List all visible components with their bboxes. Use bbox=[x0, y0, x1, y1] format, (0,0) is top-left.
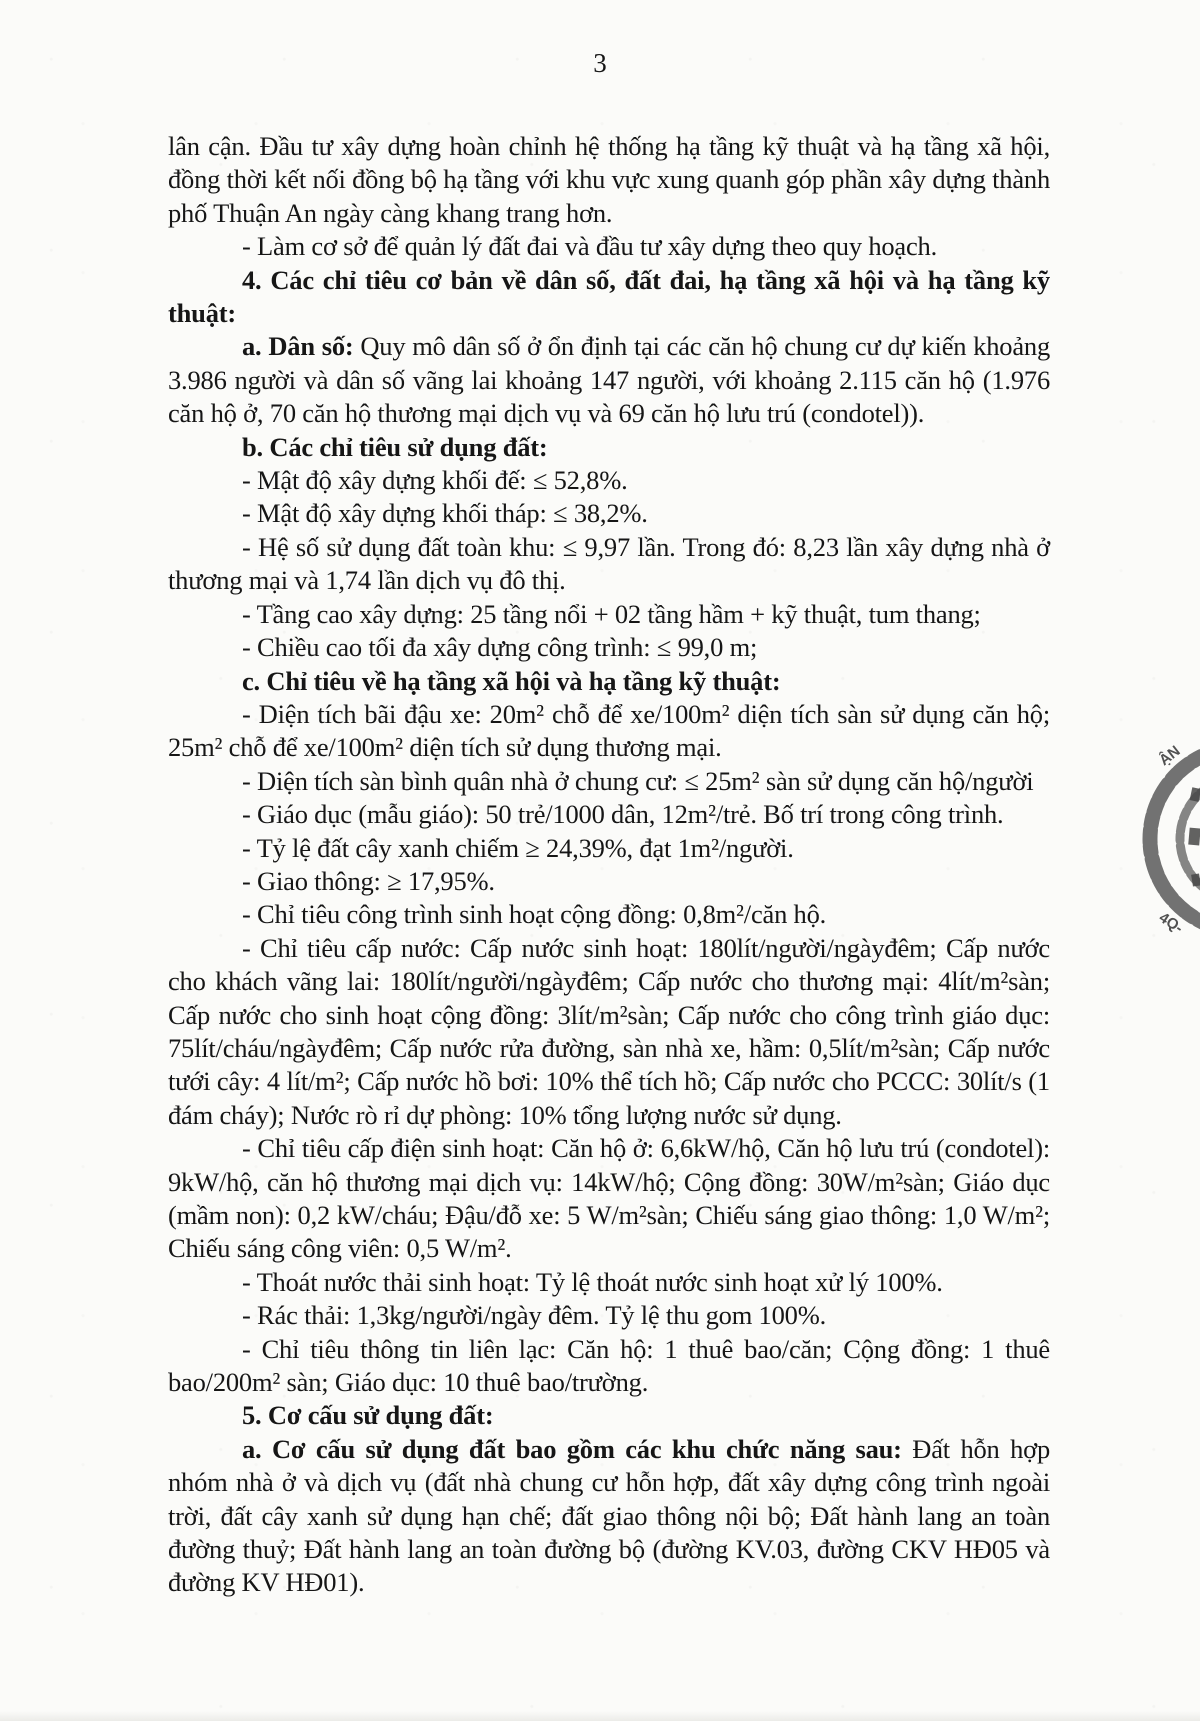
text-run: - Chỉ tiêu công trình sinh hoạt cộng đồng: 0,8m²/căn hộ. bbox=[242, 899, 827, 930]
text-run: - Chỉ tiêu thông tin liên lạc: Căn hộ: 1 thuê bao/căn; Cộng đồng: 1 thuê bao/200m² sàn; Giáo dục: 10 thuê bao/trường. bbox=[168, 1333, 1050, 1398]
text-run: - Hệ số sử dụng đất toàn khu: ≤ 9,97 lần. Trong đó: 8,23 lần xây dựng nhà ở thương mại và 1,74 lần dịch vụ đô thị. bbox=[168, 531, 1050, 596]
text-run: Quy mô dân số ở ổn định tại các căn hộ chung cư dự kiến khoảng 3.986 người và dân số vãng lai khoảng 147 người, với khoảng 2.115 căn hộ (1.976 căn hộ ở, 70 căn hộ thương mại dịch vụ và 69 căn hộ lưu trú (condotel)). bbox=[168, 331, 1050, 429]
paragraph bbox=[168, 464, 1050, 497]
paragraph bbox=[168, 264, 1050, 331]
paragraph bbox=[168, 832, 1050, 865]
text-run: lân cận. Đầu tư xây dựng hoàn chỉnh hệ thống hạ tầng kỹ thuật và hạ tầng xã hội, đồng thời kết nối đồng bộ hạ tầng với khu vực xung quanh góp phần xây dựng thành phố Thuận An ngày càng khang trang hơn. bbox=[168, 131, 1051, 228]
paragraph bbox=[168, 431, 1050, 464]
text-run: - Mật độ xây dựng khối đế: ≤ 52,8%. bbox=[242, 465, 628, 496]
stamp-icon bbox=[1134, 736, 1200, 946]
paragraph bbox=[168, 1433, 1050, 1600]
bold-text-run: c. Chỉ tiêu về hạ tầng xã hội và hạ tầng kỹ thuật: bbox=[242, 665, 781, 696]
text-run: - Diện tích bãi đậu xe: 20m² chỗ để xe/100m² diện tích sàn sử dụng căn hộ; 25m² chỗ để xe/100m² diện tích sử dụng thương mại. bbox=[168, 698, 1050, 763]
page-number: 3 bbox=[593, 48, 607, 78]
bold-text-run: 5. Cơ cấu sử dụng đất: bbox=[242, 1400, 494, 1431]
text-run: - Giáo dục (mẫu giáo): 50 trẻ/1000 dân, 12m²/trẻ. Bố trí trong công trình. bbox=[242, 799, 1004, 830]
text-run: - Tầng cao xây dựng: 25 tầng nổi + 02 tầng hầm + kỹ thuật, tum thang; bbox=[242, 598, 981, 629]
paragraph bbox=[168, 598, 1050, 631]
paragraph bbox=[168, 765, 1050, 798]
text-run: - Mật độ xây dựng khối tháp: ≤ 38,2%. bbox=[242, 498, 648, 529]
paragraph bbox=[168, 1333, 1050, 1400]
paragraph bbox=[168, 230, 1050, 263]
stamp-text-fragment: ẬN bbox=[1155, 742, 1184, 770]
paragraph bbox=[168, 330, 1050, 430]
bold-text-run: a. Dân số: bbox=[242, 331, 361, 362]
text-run: - Tỷ lệ đất cây xanh chiếm ≥ 24,39%, đạt 1m²/người. bbox=[242, 832, 794, 863]
paragraph bbox=[168, 698, 1050, 765]
stamp-text-fragment: 4Q- bbox=[1155, 909, 1187, 937]
paragraph bbox=[168, 130, 1050, 230]
paragraph bbox=[168, 865, 1050, 898]
scan-edge-shadow bbox=[0, 1711, 1200, 1721]
paragraph bbox=[168, 798, 1050, 831]
text-run: - Diện tích sàn bình quân nhà ở chung cư: ≤ 25m² sàn sử dụng căn hộ/người bbox=[242, 765, 1034, 796]
text-run: - Thoát nước thải sinh hoạt: Tỷ lệ thoát nước sinh hoạt xử lý 100%. bbox=[242, 1266, 943, 1297]
paragraph bbox=[168, 665, 1050, 698]
bold-text-run: 4. Các chỉ tiêu cơ bản về dân số, đất đai, hạ tầng xã hội và hạ tầng kỹ thuật: bbox=[168, 264, 1050, 329]
stamp-seal-svg bbox=[1134, 736, 1200, 946]
paragraph bbox=[168, 631, 1050, 664]
document-body bbox=[168, 130, 1050, 1600]
bold-text-run: b. Các chỉ tiêu sử dụng đất: bbox=[242, 431, 548, 462]
text-run: - Chỉ tiêu cấp điện sinh hoạt: Căn hộ ở: 6,6kW/hộ, Căn hộ lưu trú (condotel): 9kW/hộ, căn hộ thương mại dịch vụ: 14kW/hộ; Cộng đồng: 30W/m²sàn; Giáo dục (mầm non): 0,2 kW/cháu; Đậu/đỗ xe: 5 W/m²sàn; Chiếu sáng giao thông: 1,0 W/m²; Chiếu sáng công viên: 0,5 W/m². bbox=[168, 1133, 1050, 1264]
paragraph bbox=[168, 1299, 1050, 1332]
text-run: - Chiều cao tối đa xây dựng công trình: ≤ 99,0 m; bbox=[242, 632, 758, 663]
paragraph bbox=[168, 932, 1050, 1132]
paragraph bbox=[168, 531, 1050, 598]
paragraph bbox=[168, 1132, 1050, 1266]
paragraph bbox=[168, 1266, 1050, 1299]
paragraph bbox=[168, 898, 1050, 931]
text-run: - Rác thải: 1,3kg/người/ngày đêm. Tỷ lệ thu gom 100%. bbox=[242, 1300, 827, 1331]
paragraph bbox=[168, 1399, 1050, 1432]
text-run: - Làm cơ sở để quản lý đất đai và đầu tư xây dựng theo quy hoạch. bbox=[242, 231, 938, 262]
text-run: Đất hỗn hợp nhóm nhà ở và dịch vụ (đất nhà chung cư hỗn hợp, đất xây dựng công trình ngoài trời, đất cây xanh sử dụng hạn chế; đất giao thông nội bộ; Đất hành lang an toàn đường thuỷ; Đất hành lang an toàn đường bộ (đường KV.03, đường CKV HĐ05 và đường KV HĐ01). bbox=[168, 1433, 1050, 1598]
bold-text-run: a. Cơ cấu sử dụng đất bao gồm các khu chức năng sau: bbox=[242, 1433, 913, 1464]
text-run: - Chỉ tiêu cấp nước: Cấp nước sinh hoạt: 180lít/người/ngàyđêm; Cấp nước cho khách vãng lai: 180lít/người/ngàyđêm; Cấp nước cho thương mại: 4lít/m²sàn; Cấp nước cho sinh hoạt cộng đồng: 3lít/m²sàn; Cấp nước cho công trình giáo dục: 75lít/cháu/ngàyđêm; Cấp nước rửa đường, sàn nhà xe, hầm: 0,5lít/m²sàn; Cấp nước tưới cây: 4 lít/m²; Cấp nước hồ bơi: 10% thể tích hồ; Cấp nước cho PCCC: 30lít/s (1 đám cháy); Nước rò rỉ dự phòng: 10% tổng lượng nước sử dụng. bbox=[168, 932, 1050, 1130]
text-run: - Giao thông: ≥ 17,95%. bbox=[242, 865, 495, 896]
paragraph bbox=[168, 497, 1050, 530]
